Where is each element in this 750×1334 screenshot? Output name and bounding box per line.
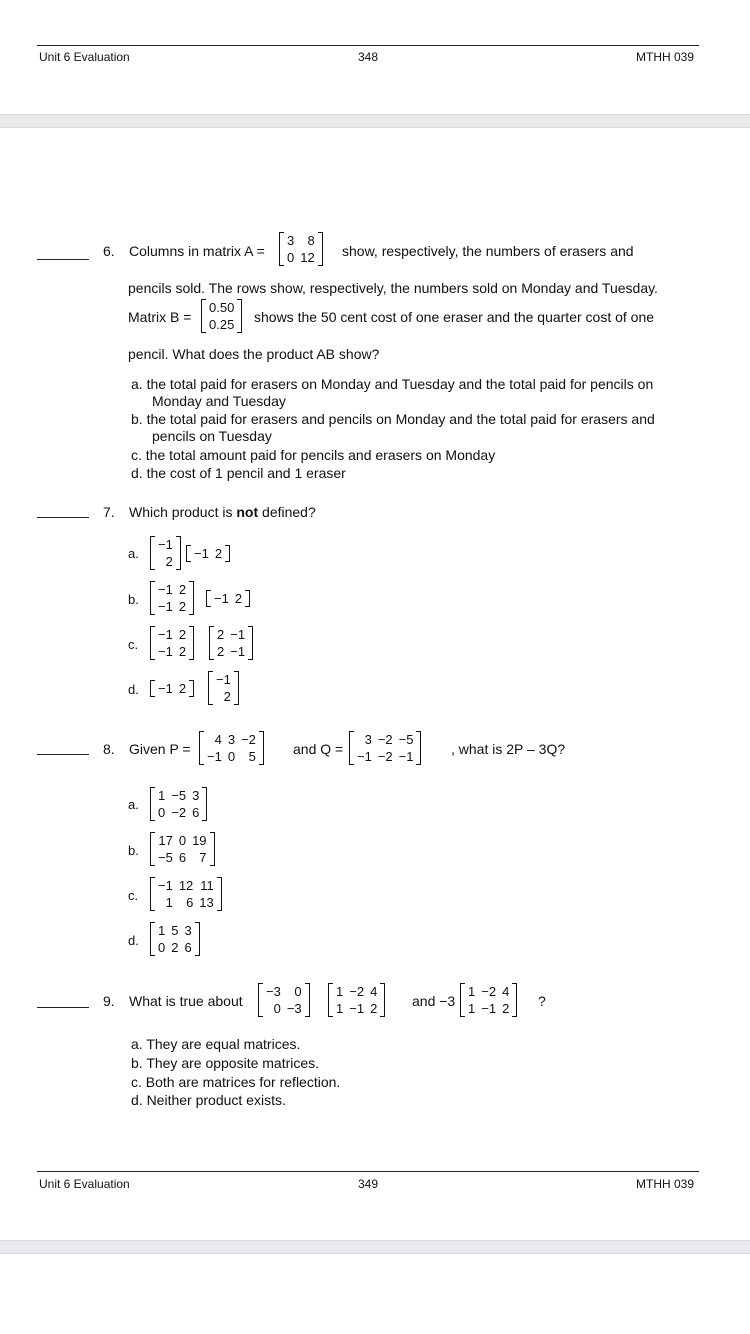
matrix-cell: 0 bbox=[294, 984, 302, 999]
matrix-cell: 8 bbox=[307, 233, 315, 248]
matrix-cell: −5 bbox=[158, 850, 173, 865]
matrix-cell: 2 bbox=[178, 644, 187, 659]
matrix-cell: 4 bbox=[214, 732, 222, 747]
matrix-cell: 2 bbox=[234, 591, 243, 606]
q8-text-3: , what is 2P – 3Q? bbox=[451, 741, 566, 757]
question-number: 6. bbox=[103, 243, 115, 259]
page-number: 348 bbox=[358, 50, 379, 64]
q9-matrix-1 bbox=[258, 983, 310, 1017]
q6-option-a: a. the total paid for erasers on Monday and Tuesday and the total paid for pencils on bbox=[131, 376, 654, 392]
matrix-cell: −1 bbox=[158, 644, 173, 659]
page-separator bbox=[0, 1240, 750, 1254]
matrix-cell: 2 bbox=[214, 546, 223, 561]
q7b-matrix-2 bbox=[206, 590, 250, 607]
matrix-cell: 2 bbox=[217, 644, 225, 659]
matrix-cell: −1 bbox=[214, 591, 229, 606]
matrix-cell: 0.50 bbox=[209, 300, 235, 315]
matrix-cell: 3 bbox=[184, 923, 192, 938]
matrix-cell: 0 bbox=[227, 749, 236, 764]
matrix-cell: 1 bbox=[468, 984, 476, 999]
q6-option-d: d. the cost of 1 pencil and 1 eraser bbox=[131, 465, 346, 481]
q8d-matrix bbox=[150, 922, 200, 956]
q8-text-1: Given P = bbox=[129, 741, 191, 757]
q6-text-line1: Columns in matrix A = bbox=[129, 243, 265, 259]
q6-option-a-cont: Monday and Tuesday bbox=[152, 393, 286, 409]
matrix-cell: 19 bbox=[192, 833, 207, 848]
matrix-cell: −1 bbox=[158, 599, 173, 614]
q6-text-line3: Matrix B = bbox=[128, 309, 192, 325]
matrix-cell: 0.25 bbox=[209, 317, 235, 332]
matrix-cell: 2 bbox=[178, 582, 187, 597]
matrix-cell: 5 bbox=[171, 923, 179, 938]
matrix-cell: 2 bbox=[178, 681, 187, 696]
q7-label-a: a. bbox=[128, 546, 139, 561]
matrix-cell: 1 bbox=[336, 984, 344, 999]
matrix-cell: −1 bbox=[158, 681, 173, 696]
matrix-cell: 6 bbox=[192, 805, 200, 820]
matrix-cell: 6 bbox=[178, 850, 187, 865]
page-header-left: Unit 6 Evaluation bbox=[39, 1177, 130, 1191]
matrix-cell: −2 bbox=[481, 984, 497, 999]
matrix-cell: −5 bbox=[171, 788, 187, 803]
matrix-cell: 17 bbox=[158, 833, 173, 848]
q8-label-d: d. bbox=[128, 933, 139, 948]
matrix-cell: 3 bbox=[227, 732, 236, 747]
matrix-cell: −5 bbox=[398, 732, 414, 747]
matrix-cell: 3 bbox=[287, 233, 295, 248]
matrix-cell: −2 bbox=[349, 984, 365, 999]
q8a-matrix bbox=[150, 787, 207, 821]
matrix-cell: −3 bbox=[286, 1001, 302, 1016]
q8c-matrix bbox=[150, 877, 222, 911]
matrix-cell: 6 bbox=[184, 940, 192, 955]
matrix-cell: −2 bbox=[377, 732, 393, 747]
header-rule bbox=[37, 45, 699, 46]
matrix-cell: −2 bbox=[241, 732, 256, 747]
matrix-cell: −1 bbox=[398, 749, 414, 764]
q8b-matrix bbox=[150, 832, 215, 866]
matrix-cell: 3 bbox=[364, 732, 372, 747]
matrix-cell: −2 bbox=[171, 805, 187, 820]
answer-blank-8 bbox=[37, 754, 89, 755]
matrix-cell: 6 bbox=[186, 895, 194, 910]
question-number: 7. bbox=[103, 504, 115, 520]
q7a-matrix-1 bbox=[150, 536, 181, 570]
q6-option-c: c. the total amount paid for pencils and erasers on Monday bbox=[131, 447, 496, 463]
matrix-cell: 0 bbox=[158, 805, 166, 820]
q8-label-c: c. bbox=[128, 888, 139, 903]
q9-matrix-2 bbox=[328, 983, 385, 1017]
matrix-cell: 13 bbox=[199, 895, 214, 910]
q7-label-b: b. bbox=[128, 592, 139, 607]
matrix-cell: −1 bbox=[158, 878, 173, 893]
q6-text-line4: pencil. What does the product AB show? bbox=[128, 346, 380, 362]
matrix-cell: −3 bbox=[266, 984, 281, 999]
matrix-cell: 1 bbox=[158, 788, 166, 803]
matrix-cell: −1 bbox=[207, 749, 222, 764]
matrix-cell: 0 bbox=[273, 1001, 281, 1016]
matrix-cell: 2 bbox=[178, 627, 187, 642]
q7c-matrix-1 bbox=[150, 626, 194, 660]
q9-text-3: ? bbox=[538, 993, 546, 1009]
answer-blank-6 bbox=[37, 259, 89, 260]
matrix-cell: −1 bbox=[481, 1001, 497, 1016]
q8-label-a: a. bbox=[128, 797, 139, 812]
q7-label-c: c. bbox=[128, 637, 139, 652]
question-number: 8. bbox=[103, 741, 115, 757]
matrix-cell: −1 bbox=[194, 546, 209, 561]
q7c-matrix-2 bbox=[209, 626, 253, 660]
matrix-cell: −1 bbox=[158, 537, 173, 552]
matrix-p bbox=[199, 731, 264, 765]
q7b-matrix-1 bbox=[150, 581, 194, 615]
matrix-cell: 2 bbox=[178, 599, 187, 614]
q6-option-b: b. the total paid for erasers and pencils on Monday and the total paid for erasers and bbox=[131, 411, 655, 427]
answer-blank-7 bbox=[37, 517, 89, 518]
matrix-cell: 1 bbox=[468, 1001, 476, 1016]
matrix-cell: 1 bbox=[158, 923, 166, 938]
matrix-cell: 2 bbox=[502, 1001, 510, 1016]
q6-option-b-cont: pencils on Tuesday bbox=[152, 428, 272, 444]
matrix-b bbox=[201, 299, 242, 333]
matrix-cell: 1 bbox=[336, 1001, 344, 1016]
matrix-cell: 12 bbox=[300, 250, 315, 265]
matrix-cell: −1 bbox=[357, 749, 372, 764]
matrix-cell: 3 bbox=[192, 788, 200, 803]
q9-option-d: d. Neither product exists. bbox=[131, 1092, 286, 1108]
q7d-matrix-2 bbox=[208, 671, 239, 705]
matrix-cell: −2 bbox=[377, 749, 393, 764]
matrix-cell: 0 bbox=[158, 940, 166, 955]
q9-option-a: a. They are equal matrices. bbox=[131, 1036, 301, 1052]
matrix-cell: 4 bbox=[502, 984, 510, 999]
page-header-left: Unit 6 Evaluation bbox=[39, 50, 130, 64]
q9-text-1: What is true about bbox=[129, 993, 243, 1009]
footer-rule bbox=[37, 1171, 699, 1172]
q6-text-line2: pencils sold. The rows show, respectively, the numbers sold on Monday and Tuesday. bbox=[128, 280, 658, 296]
matrix-cell: 12 bbox=[178, 878, 194, 893]
matrix-cell: 2 bbox=[165, 554, 173, 569]
q7a-matrix-2 bbox=[186, 545, 230, 562]
matrix-cell: −1 bbox=[158, 627, 173, 642]
q7-label-d: d. bbox=[128, 682, 139, 697]
matrix-cell: 0 bbox=[178, 833, 187, 848]
question-number: 9. bbox=[103, 993, 115, 1009]
matrix-a bbox=[279, 232, 323, 266]
q9-option-c: c. Both are matrices for reflection. bbox=[131, 1074, 341, 1090]
matrix-cell: −1 bbox=[230, 644, 246, 659]
page-separator bbox=[0, 114, 750, 128]
matrix-cell: 2 bbox=[223, 689, 231, 704]
q9-text-2: and −3 bbox=[412, 993, 456, 1009]
matrix-cell: 4 bbox=[370, 984, 378, 999]
matrix-cell: 7 bbox=[199, 850, 207, 865]
matrix-cell: 2 bbox=[171, 940, 179, 955]
matrix-cell: 0 bbox=[287, 250, 295, 265]
page-header-right: MTHH 039 bbox=[636, 1177, 695, 1191]
matrix-cell: 5 bbox=[248, 749, 256, 764]
matrix-cell: −1 bbox=[216, 672, 231, 687]
q7-text: Which product is not defined? bbox=[129, 504, 316, 520]
answer-blank-9 bbox=[37, 1007, 89, 1008]
q9-matrix-3 bbox=[460, 983, 517, 1017]
matrix-cell: 2 bbox=[217, 627, 225, 642]
matrix-cell: −1 bbox=[158, 582, 173, 597]
q9-option-b: b. They are opposite matrices. bbox=[131, 1055, 320, 1071]
q6-text-line1b: show, respectively, the numbers of erasers and bbox=[342, 243, 634, 259]
matrix-cell: −1 bbox=[230, 627, 246, 642]
matrix-cell: 11 bbox=[200, 878, 214, 893]
matrix-cell: 1 bbox=[165, 895, 173, 910]
matrix-cell: 2 bbox=[370, 1001, 378, 1016]
matrix-cell: −1 bbox=[349, 1001, 365, 1016]
page-number: 349 bbox=[358, 1177, 379, 1191]
q8-label-b: b. bbox=[128, 843, 139, 858]
q7d-matrix-1 bbox=[150, 680, 194, 697]
matrix-q bbox=[349, 731, 421, 765]
q6-text-line3b: shows the 50 cent cost of one eraser and the quarter cost of one bbox=[254, 309, 655, 325]
q8-text-2: and Q = bbox=[293, 741, 344, 757]
page-header-right: MTHH 039 bbox=[636, 50, 695, 64]
